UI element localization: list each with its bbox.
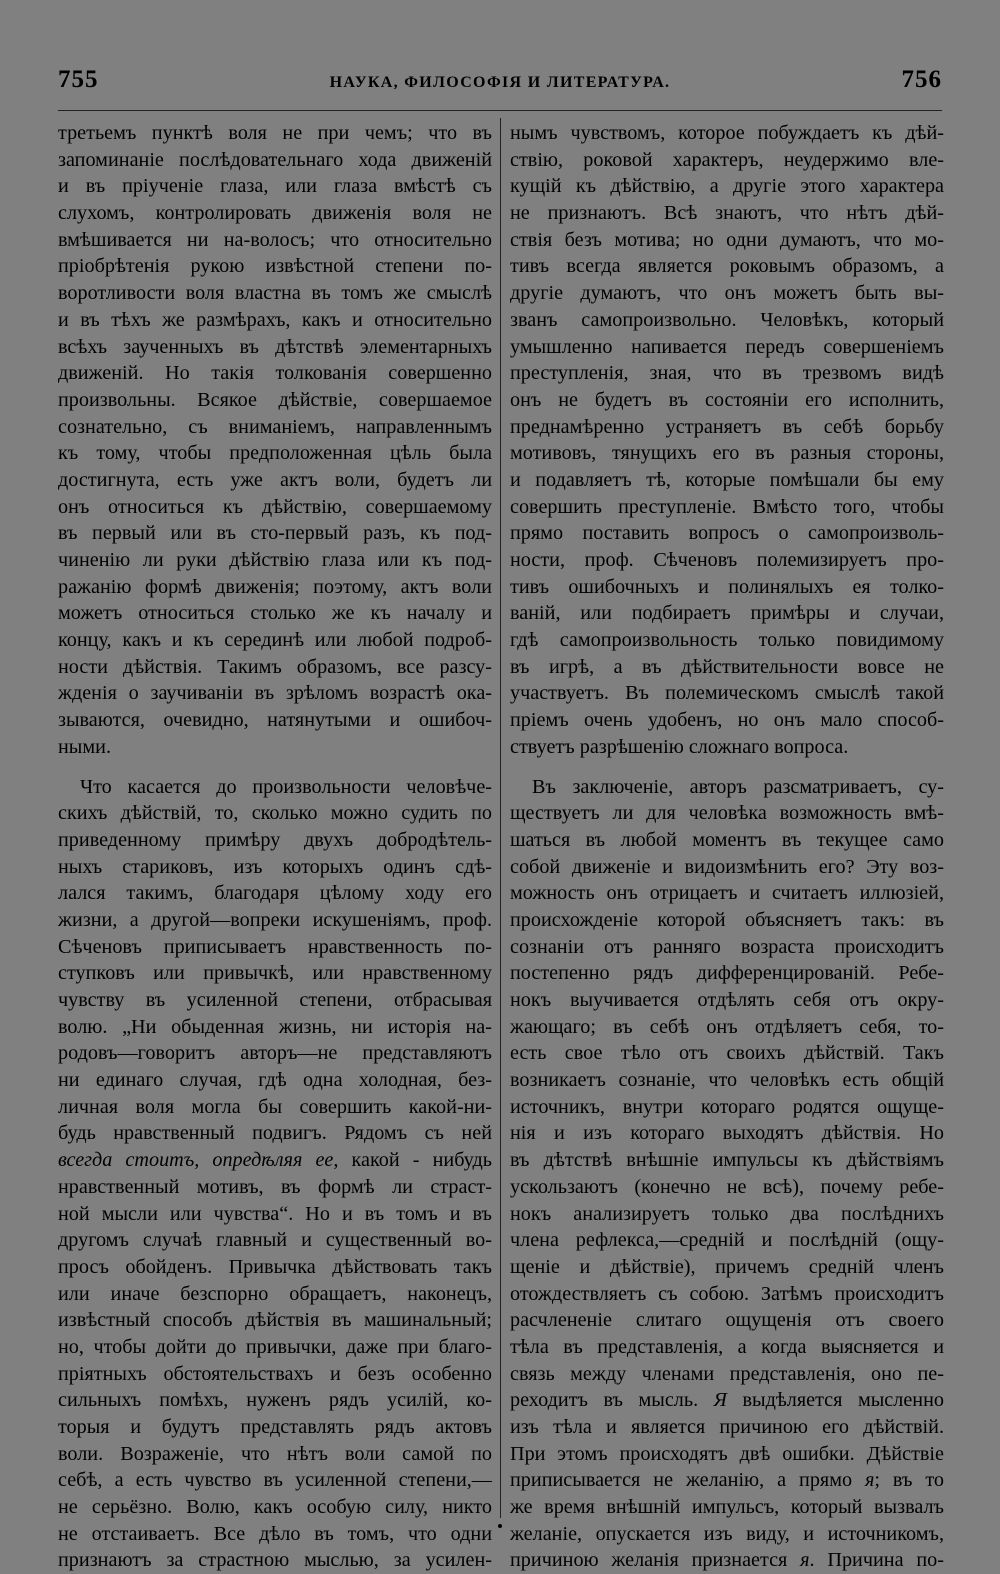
text-line: ствію, роковой характеръ, неудержимо вле- [510,148,944,171]
text-line: и подавляетъ тѣ, которые помѣшали бы ему [510,468,944,491]
text-line-italic [58,1147,492,1174]
text-line: преступленія, зная, что въ трезвомъ видѣ [510,362,944,385]
text-line: слухомъ, контролировать движенія воля не [58,202,492,225]
text-line: къ тому, чтобы предположенная цѣль была [58,442,492,465]
text-line: будь нравственный подвигъ. Рядомъ съ ней [58,1122,492,1145]
text-line: онъ не будетъ въ состояніи его исполнить, [510,388,944,411]
text-line: умышленно напивается передъ совершеніемъ [510,335,944,358]
text-line: изъ тѣла и является причиною его дѣйствій. [510,1416,944,1438]
text-line: лался такимъ, благодаря цѣлому ходу его [58,882,492,905]
text-line: въ первый или въ сто-первый разъ, къ под- [58,522,492,545]
text-line: ными. [58,735,111,758]
text-line: Что касается до произвольности человѣче- [80,775,492,798]
text-line: нокъ выучивается отдѣлять себя отъ окру- [510,989,944,1011]
text-line: ныхъ стариковъ, изъ которыхъ одинъ сдѣ- [58,855,492,878]
text-line: Сѣченовъ приписываетъ нравственность по- [58,935,492,958]
left-column [58,120,492,1574]
text-line: концу, какъ и къ серединѣ или любой подроб- [58,629,492,652]
line-rest: какой - нибудь [338,1149,492,1172]
right-column [510,120,944,1574]
text-line: ни единаго случая, гдѣ одна холодная, без- [58,1069,492,1092]
italic-phrase: всегда стоитъ, опредѣляя ее, [58,1149,339,1172]
text-line: пріемъ очень удобенъ, но онъ мало способ- [510,709,944,732]
text-line: ваній, или подбираетъ примѣры и случаи, [510,602,944,625]
text-line: преднамѣренно устраняетъ въ себѣ борьбу [510,415,944,438]
text-line: движеній. Но такія толкованія совершенно [58,362,492,385]
text-line-ya-1 [510,1387,944,1414]
text-line: тѣла въ представленія, а когда выясняется и [510,1335,944,1358]
text-line: кущій къ дѣйствію, а другіе этого характера [510,175,944,198]
left-paragraph-2 [58,774,492,1148]
text-line: жденія о заучиваніи въ зрѣломъ возрастѣ ока- [58,682,492,705]
text-line: нокъ анализируетъ только два послѣднихъ [510,1202,944,1225]
text-line: скихъ дѣйствій, то, сколько можно судить по [58,802,492,825]
text-line: источникъ, внутри котораго родятся ощуще- [510,1095,944,1118]
text-line: пріятныхъ обстоятельствахъ и безъ особенно [58,1362,492,1385]
page-number-right: 756 [901,66,942,93]
italic-pronoun: я [865,1469,875,1492]
text-line: участвуетъ. Въ полемическомъ смыслѣ такой [510,682,944,705]
text-line: есть свое тѣло отъ своихъ дѣйствій. Такъ [510,1042,944,1065]
text-line: просъ обойденъ. Привычка дѣйствовать такъ [58,1255,492,1278]
text-line: другіе думаютъ, что онъ можетъ быть вы- [510,282,944,305]
text-line-ya-3 [510,1547,944,1574]
text-line: запоминаніе послѣдовательнаго хода движеній [58,148,492,171]
text-line: При этомъ происходятъ двѣ ошибки. Дѣйствіе [510,1442,944,1465]
text-line: постепенно рядъ дифференцированій. Ребе- [510,962,944,985]
text-line: тивъ ошибочныхъ и полинялыхъ ея толко- [510,575,944,598]
italic-pronoun: Я [713,1389,727,1412]
text-line: ствуетъ разрѣшенію сложнаго вопроса. [510,735,849,758]
text-line: тивъ всегда является роковымъ образомъ, а [510,255,944,278]
italic-pronoun: я [800,1549,810,1572]
text-line: ступковъ или привычкѣ, или нравственному [58,962,492,985]
right-paragraph-1 [510,120,944,761]
right-paragraph-2 [510,774,944,1388]
text-line: всѣхъ заученныхъ въ дѣтствѣ элементарныхъ [58,335,492,358]
text-line: можетъ относиться столько же къ началу и [58,602,492,625]
text-line: достигнута, есть уже актъ воли, будетъ ли [58,468,492,491]
text-line: въ дѣтствѣ внѣшніе импульсы къ дѣйствіямъ [510,1149,944,1172]
text-line: ной мысли или чувства“. Но и въ томъ и въ [58,1202,492,1225]
line-start: приписывается не желанію, а прямо [510,1469,865,1492]
text-line: нія и изъ котораго выходятъ дѣйствія. Но [510,1122,944,1145]
text-line: приведенному примѣру двухъ добродѣтель- [58,828,492,851]
text-line: признаютъ за страстною мыслью, за усилен- [58,1549,492,1572]
line-rest: . Причина по- [809,1549,944,1572]
text-line: родовъ—говоритъ авторъ—не представляютъ [58,1042,492,1065]
text-line: чувству въ усиленной степени, отбрасывая [58,989,492,1011]
text-line: но, чтобы дойти до привычки, даже при благо- [58,1335,492,1358]
text-line: въ игрѣ, а въ дѣйствительности вовсе не [510,655,944,678]
page-header [58,66,942,102]
text-line: воли. Возраженіе, что нѣтъ воли самой по [58,1442,492,1465]
text-line: прямо поставить вопросъ о самопроизволь- [510,522,944,545]
text-line: ствія безъ мотива; но одни думаютъ, что мо- [510,228,944,251]
right-paragraph-2-cont [510,1414,944,1467]
text-line: званъ самопроизвольно. Человѣкъ, который [510,308,944,331]
text-line: и въ тѣхъ же размѣрахъ, какъ и относительно [58,308,492,331]
left-paragraph-2-cont [58,1174,492,1574]
text-line: возникаетъ сознаніе, что человѣкъ есть общій [510,1069,944,1092]
text-line: жизни, а другой—вопреки искушеніямъ, проф. [58,908,492,931]
text-line: можность онъ отрицаетъ и считаетъ иллюзіей, [510,882,944,905]
text-line: шаться въ любой моментъ въ текущее само [510,828,944,851]
text-line: ускользаютъ (конечно не всѣ), почему ребе- [510,1175,944,1198]
text-line: ражанію формѣ движенія; поэтому, актъ воли [58,575,492,598]
text-line: себѣ, а есть чувство въ усиленной степени,— [58,1469,492,1492]
text-line: расчлененіе слитаго ощущенія отъ своего [510,1309,944,1332]
text-line: сознательно, съ вниманіемъ, направленнымъ [58,415,492,438]
text-line: вмѣшивается ни на-волосъ; что относительно [58,228,492,251]
text-line: или иначе безспорно обращаетъ, наконецъ, [58,1282,492,1305]
text-line: третьемъ пунктѣ воля не при чемъ; что въ [58,122,492,144]
text-line: совершить преступленіе. Вмѣсто того, чтобы [510,495,944,518]
text-line: извѣстный способъ дѣйствія въ машинальный; [58,1309,492,1332]
text-line: же время внѣшній импульсъ, который вызвалъ [510,1496,944,1519]
text-line: ществуетъ ли для человѣка возможность вмѣ- [510,802,944,825]
text-line: воротливости воля властна въ томъ же смыслѣ [58,282,492,305]
page-number-left: 755 [58,66,99,93]
text-line: пріобрѣтенія рукою извѣстной степени по- [58,255,492,278]
text-line: происхожденіе которой объясняетъ такъ: въ [510,908,944,931]
text-line: торыя и будутъ представлять рядъ актовъ [58,1416,492,1438]
text-line: собой движеніе и видоизмѣнить его? Эту воз- [510,855,944,878]
left-paragraph-1 [58,120,492,761]
text-line: мотивовъ, тянущихъ его въ разныя стороны, [510,442,944,465]
text-line: сильныхъ помѣхъ, нуженъ рядъ усилій, ко- [58,1389,492,1412]
text-line: жающаго; въ себѣ онъ отдѣляетъ себя, то- [510,1015,944,1038]
text-line: ности, проф. Сѣченовъ полемизируетъ про- [510,549,944,571]
text-line: чиненію ли руки дѣйствію глаза или къ под- [58,549,492,571]
text-line: члена рефлекса,—средній и послѣдній (ощу- [510,1229,944,1252]
right-paragraph-2-cont2 [510,1494,944,1547]
text-line: нымъ чувствомъ, которое побуждаетъ къ дѣй- [510,122,944,144]
text-line: зываются, очевидно, натянутыми и ошибоч- [58,709,492,732]
column-divider [500,118,501,1518]
text-line: нравственный мотивъ, въ формѣ ли страст- [58,1175,492,1198]
text-line: онъ относиться къ дѣйствію, совершаемому [58,495,492,518]
text-line: волю. „Ни обыденная жизнь, ни исторія на- [58,1015,492,1038]
text-line: гдѣ самопроизвольность только повидимому [510,629,944,652]
line-start: реходитъ въ мысль. [510,1389,714,1412]
running-title: НАУКА, ФИЛОСОФІЯ И ЛИТЕРАТУРА. [329,74,671,91]
header-rule [58,110,942,111]
text-line: произвольны. Всякое дѣйствіе, совершаемое [58,388,492,411]
text-line: желаніе, опускается изъ виду, и источникомъ, [510,1522,944,1545]
text-line: не серьёзно. Волю, какъ особую силу, никто [58,1496,492,1519]
text-line: личная воля могла бы совершить какой-ни- [58,1095,492,1118]
text-line: Въ заключеніе, авторъ разсматриваетъ, су- [532,775,944,798]
line-start: причиною желанія признается [510,1549,801,1572]
text-line-ya-2 [510,1467,944,1494]
text-line: сознаніи отъ ранняго возраста происходитъ [510,935,944,958]
line-rest: ; въ то [874,1469,944,1492]
text-line: отождествляетъ съ собою. Затѣмъ происходитъ [510,1282,944,1305]
text-line: не признаютъ. Всѣ знаютъ, что нѣтъ дѣй- [510,202,944,225]
text-line: и въ пріученіе глаза, или глаза вмѣстѣ съ [58,175,492,198]
text-line: не отстаиваетъ. Все дѣло въ томъ, что одни [58,1522,492,1545]
text-line: связь между членами представленія, оно пе- [510,1362,944,1385]
text-line: ности дѣйствія. Такимъ образомъ, все разсу- [58,655,492,678]
text-line: другомъ случаѣ главный и существенный во- [58,1229,492,1252]
text-line: щеніе и дѣйствіе), причемъ средній членъ [510,1255,944,1278]
page-mark [498,1524,502,1528]
line-rest: выдѣляется мысленно [726,1389,944,1412]
